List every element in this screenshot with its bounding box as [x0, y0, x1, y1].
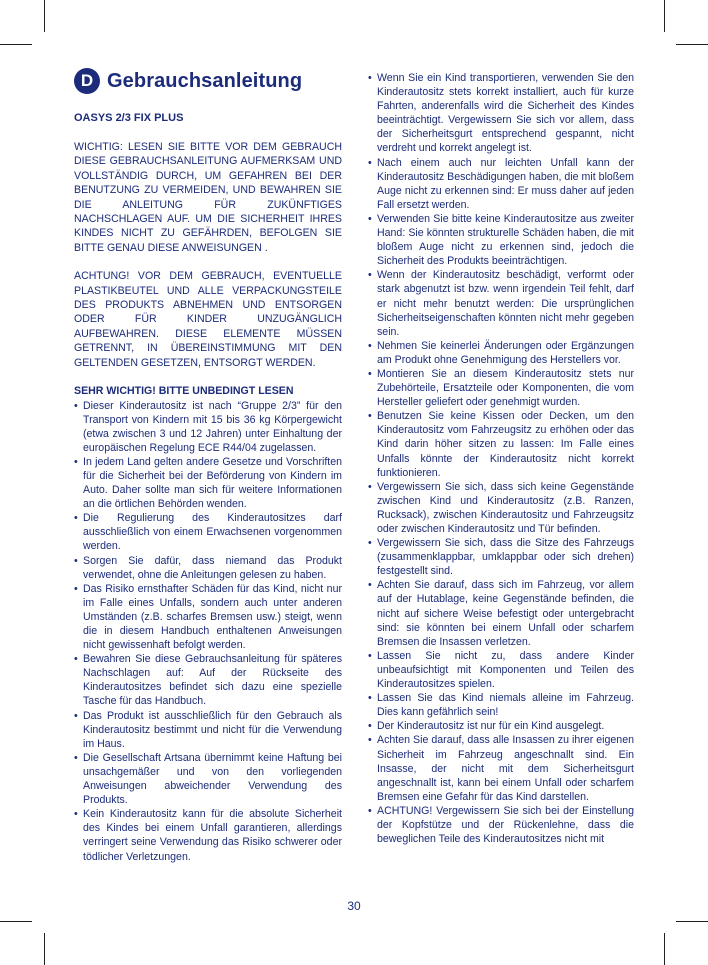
section-heading: SEHR WICHTIG! BITTE UNBEDINGT LESEN	[74, 385, 294, 398]
page-number: 30	[347, 899, 361, 913]
list-item: • Wenn Sie ein Kind transportieren, verwenden Sie den Kinderautositz stets korrekt installiert, auch für kurze Fahrten, anderenfalls wird die Sicherheit des Kindes beeinträchtigt. Vergewissern Sie sich vor allem, dass der Sicherheitsgurt entsprechend gespannt, nicht verdreht und korrekt angelegt ist.	[368, 71, 634, 156]
list-item: • Der Kinderautositz ist nur für ein Kind ausgelegt.	[368, 719, 634, 733]
list-item: • Montieren Sie an diesem Kinderautositz stets nur Zubehörteile, Ersatzteile oder Komponenten, die vom Hersteller geliefert oder genehmigt wurden.	[368, 367, 634, 409]
crop-mark	[664, 0, 665, 32]
page-title: Gebrauchsanleitung	[107, 69, 303, 92]
page-header	[74, 64, 342, 98]
left-bullet-list	[74, 399, 342, 864]
list-item: • Die Gesellschaft Artsana übernimmt keine Haftung bei unsachgemäßer und von den vorliegenden Anweisungen abweichender Verwendung des Produkts.	[74, 751, 342, 807]
crop-mark	[664, 933, 665, 965]
list-item: • Nach einem auch nur leichten Unfall kann der Kinderautositz Beschädigungen haben, die mit bloßem Auge nicht zu erkennen sind: Er muss daher auf jeden Fall ersetzt werden.	[368, 156, 634, 212]
list-item: • Lassen Sie das Kind niemals alleine im Fahrzeug. Dies kann gefährlich sein!	[368, 691, 634, 719]
crop-mark	[44, 933, 45, 965]
list-item: • Kein Kinderautositz kann für die absolute Sicherheit des Kindes bei einem Unfall garantieren, allerdings verringert seine Verwendung das Risiko schwerer oder tödlicher Verletzungen.	[74, 807, 342, 863]
list-item: • In jedem Land gelten andere Gesetze und Vorschriften für die Sicherheit bei der Beförderung von Kindern im Auto. Daher sollte man sich für weitere Informationen an die örtlichen Behörden wenden.	[74, 455, 342, 511]
list-item: • Achten Sie darauf, dass alle Insassen zu ihrer eigenen Sicherheit im Fahrzeug angeschnallt sind. Ein Insasse, der nicht mit dem Sicherheitsgurt angeschnallt ist, kann bei einem Unfall oder scharfem Bremsen eine Gefahr für das Kind darstellen.	[368, 733, 634, 803]
list-item: • Achten Sie darauf, dass sich im Fahrzeug, vor allem auf der Hutablage, keine Gegenstände befinden, die nicht auf sichere Weise befestigt oder untergebracht sind: sie könnten bei einem Unfall oder scharfem Bremsen die Insassen verletzen.	[368, 578, 634, 648]
list-item: • Vergewissern Sie sich, dass die Sitze des Fahrzeugs (zusammenklappbar, umklappbar oder sich drehen) festgestellt sind.	[368, 536, 634, 578]
crop-mark	[676, 44, 708, 45]
list-item: • Dieser Kinderautositz ist nach “Gruppe 2/3” für den Transport von Kindern mit 15 bis 36 kg Körpergewicht (etwa zwischen 3 und 12 Jahren) unter Einhaltung der europäischen Regelung ECE R44/04 zugelassen.	[74, 399, 342, 455]
list-item: • Benutzen Sie keine Kissen oder Decken, um den Kinderautositz vom Fahrzeugsitz zu erhöhen oder das Kind darin höher sitzen zu lassen: Im Falle eines Unfalls könnte der Kinderautositz nicht korrekt funktionieren.	[368, 409, 634, 479]
list-item: • Wenn der Kinderautositz beschädigt, verformt oder stark abgenutzt ist bzw. wenn irgendein Teil fehlt, darf er nicht mehr benutzt werden: Die ursprünglichen Sicherheitseigenschaften könnten nicht mehr gegeben sein.	[368, 268, 634, 338]
list-item: • Nehmen Sie keinerlei Änderungen oder Ergänzungen am Produkt ohne Genehmigung des Herstellers vor.	[368, 339, 634, 367]
list-item: • Verwenden Sie bitte keine Kinderautositze aus zweiter Hand: Sie könnten strukturelle Schäden haben, die mit bloßem Auge nicht zu erkennen sind, jedoch die Sicherheit des Produkts beeinträchtigen.	[368, 212, 634, 268]
list-item: • Das Produkt ist ausschließlich für den Gebrauch als Kinderautositz bestimmt und nicht für die Verwendung im Haus.	[74, 709, 342, 751]
language-badge: D	[74, 68, 100, 94]
list-item: • Die Regulierung des Kinderautositzes darf ausschließlich von einem Erwachsenen vorgenommen werden.	[74, 511, 342, 553]
intro-warning: WICHTIG: LESEN SIE BITTE VOR DEM GEBRAUCH DIESE GEBRAUCHSANLEITUNG AUFMERKSAM UND VOLLSTÄNDIG DURCH, UM GEFAHREN BEI DER BENUTZUNG ZU VERMEIDEN, UND BEWAHREN SIE DIE ANLEITUNG FÜR ZUKÜNFTIGES NACHSCHLAGEN AUF. UM DIE SICHERHEIT IHRES KINDES NICHT ZU GEFÄHRDEN, BEFOLGEN SIE BITTE GENAU DIESE ANWEISUNGEN .	[74, 141, 342, 254]
crop-mark	[44, 0, 45, 32]
right-column	[368, 71, 634, 846]
product-name: OASYS 2/3 FIX PLUS	[74, 112, 184, 124]
right-bullet-list	[368, 71, 634, 846]
list-item: • Sorgen Sie dafür, dass niemand das Produkt verwendet, ohne die Anleitungen gelesen zu haben.	[74, 554, 342, 582]
intro-caution: ACHTUNG! VOR DEM GEBRAUCH, EVENTUELLE PLASTIKBEUTEL UND ALLE VERPACKUNGSTEILE DES PRODUKTS ABNEHMEN UND ENTSORGEN ODER FÜR KINDER UNZUGÄNGLICH AUFBEWAHREN. DIESE ELEMENTE MÜSSEN GETRENNT, IN ÜBEREINSTIMMUNG MIT DEN GELTENDEN GESETZEN, ENTSORGT WERDEN.	[74, 270, 342, 369]
crop-mark	[676, 921, 708, 922]
left-column	[74, 64, 342, 864]
list-item: • Lassen Sie nicht zu, dass andere Kinder unbeaufsichtigt mit Komponenten und Teilen des Kinderautositzes spielen.	[368, 649, 634, 691]
list-item: • Das Risiko ernsthafter Schäden für das Kind, nicht nur im Falle eines Unfalls, sondern auch unter anderen Umständen (z.B. scharfes Bremsen usw.) steigt, wenn die in diesem Handbuch enthaltenen Anweisungen nicht gewissenhaft befolgt werden.	[74, 582, 342, 652]
list-item: • Bewahren Sie diese Gebrauchsanleitung für späteres Nachschlagen auf: Auf der Rückseite des Kinderautositzes befindet sich dazu eine spezielle Tasche für das Handbuch.	[74, 652, 342, 708]
list-item: • ACHTUNG! Vergewissern Sie sich bei der Einstellung der Kopfstütze und der Rückenlehne, dass die beweglichen Teile des Kinderautositzes nicht mit	[368, 804, 634, 846]
crop-mark	[0, 921, 32, 922]
list-item: • Vergewissern Sie sich, dass sich keine Gegenstände zwischen Kind und Kinderautositz (z.B. Ranzen, Rucksack), zwischen Kinderautositz und Fahrzeugsitz oder zwischen Kinderautositz und Tür befinden.	[368, 480, 634, 536]
crop-mark	[0, 44, 32, 45]
